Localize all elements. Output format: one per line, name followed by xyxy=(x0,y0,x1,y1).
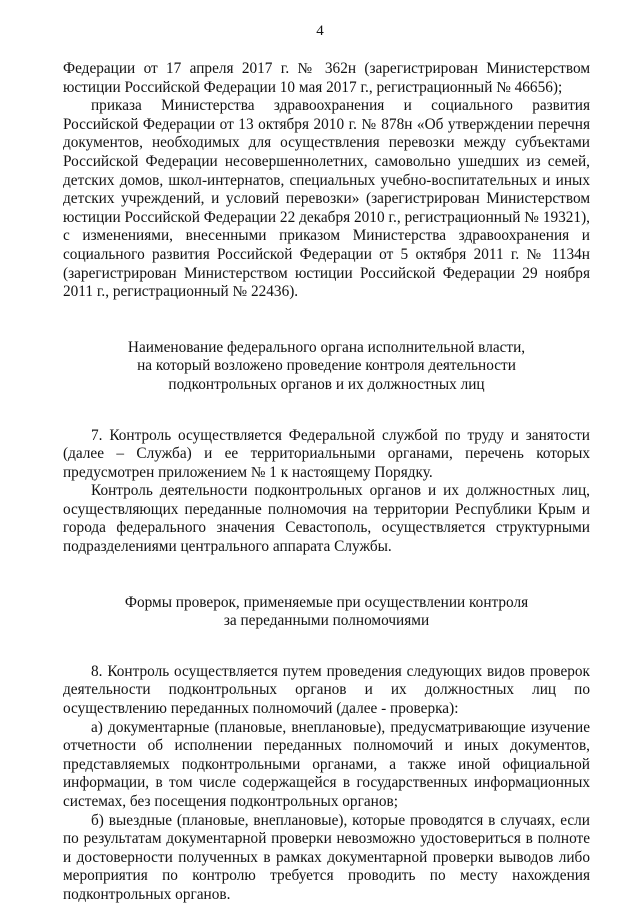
section-heading-inspection-forms xyxy=(63,594,590,631)
heading-line: на который возложено проведение контроля деятельности xyxy=(137,357,516,375)
document-body xyxy=(63,60,590,905)
paragraph-item-8a: а) документарные (плановые, внеплановые), предусматривающие изучение отчетности об исполнении переданных полномочий и иных документов, представляемых подконтрольными органами, а также иной официальной информации, в том числе содержащейся в государственных информационных системах, без посещения подконтрольных органов; xyxy=(63,718,590,810)
page-number: 4 xyxy=(316,23,324,39)
heading-line: за переданными полномочиями xyxy=(223,612,430,630)
paragraph-continuation: Федерации от 17 апреля 2017 г. № 362н (зарегистрирован Министерством юстиции Российской Федерации 10 мая 2017 г., регистрационный № 46656); xyxy=(63,60,590,96)
section-heading-federal-body xyxy=(63,339,590,395)
paragraph-item-8b: б) выездные (плановые, внеплановые), которые проводятся в случаях, если по результатам документарной проверки невозможно удостовериться в полноте и достоверности полученных в рамках документарной проверки выводов либо мероприятия по контролю требуется проводить по месту нахождения подконтрольных органов. xyxy=(63,811,590,903)
heading-line: подконтрольных органов и их должностных лиц xyxy=(168,375,485,393)
heading-line: Формы проверок, применяемые при осуществлении контроля xyxy=(124,593,529,611)
paragraph-crimea-control: Контроль деятельности подконтрольных органов и их должностных лиц, осуществляющих переданные полномочия на территории Республики Крым и города федерального значения Севастополь, осуществляется структурными подразделениями центрального аппарата Службы. xyxy=(63,482,590,556)
heading-line: Наименование федерального органа исполнительной власти, xyxy=(127,338,526,356)
paragraph-order-878n: приказа Министерства здравоохранения и социального развития Российской Федерации от 13 октября 2010 г. № 878н «Об утверждении перечня документов, необходимых для осуществления перевозки между субъектами Российской Федерации несовершеннолетних, самовольно ушедших из семей, детских домов, школ-интернатов, специальных учебно-воспитательных и иных детских учреждений, и условий перевозки» (зарегистрирован Министерством юстиции Российской Федерации 22 декабря 2010 г., регистрационный № 19321), с изменениями, внесенными приказом Министерства здравоохранения и социального развития Российской Федерации от 5 октября 2011 г. № 1134н (зарегистрирован Министерством юстиции Российской Федерации 29 ноября 2011 г., регистрационный № 22436). xyxy=(63,97,590,301)
paragraph-item-7: 7. Контроль осуществляется Федеральной службой по труду и занятости (далее – Служба) и ее территориальными органами, перечень которых предусмотрен приложением № 1 к настоящему Порядку. xyxy=(63,426,590,481)
paragraph-item-8: 8. Контроль осуществляется путем проведения следующих видов проверок деятельности подконтрольных органов и их должностных лиц по осуществлению переданных полномочий (далее - проверка): xyxy=(63,662,590,718)
